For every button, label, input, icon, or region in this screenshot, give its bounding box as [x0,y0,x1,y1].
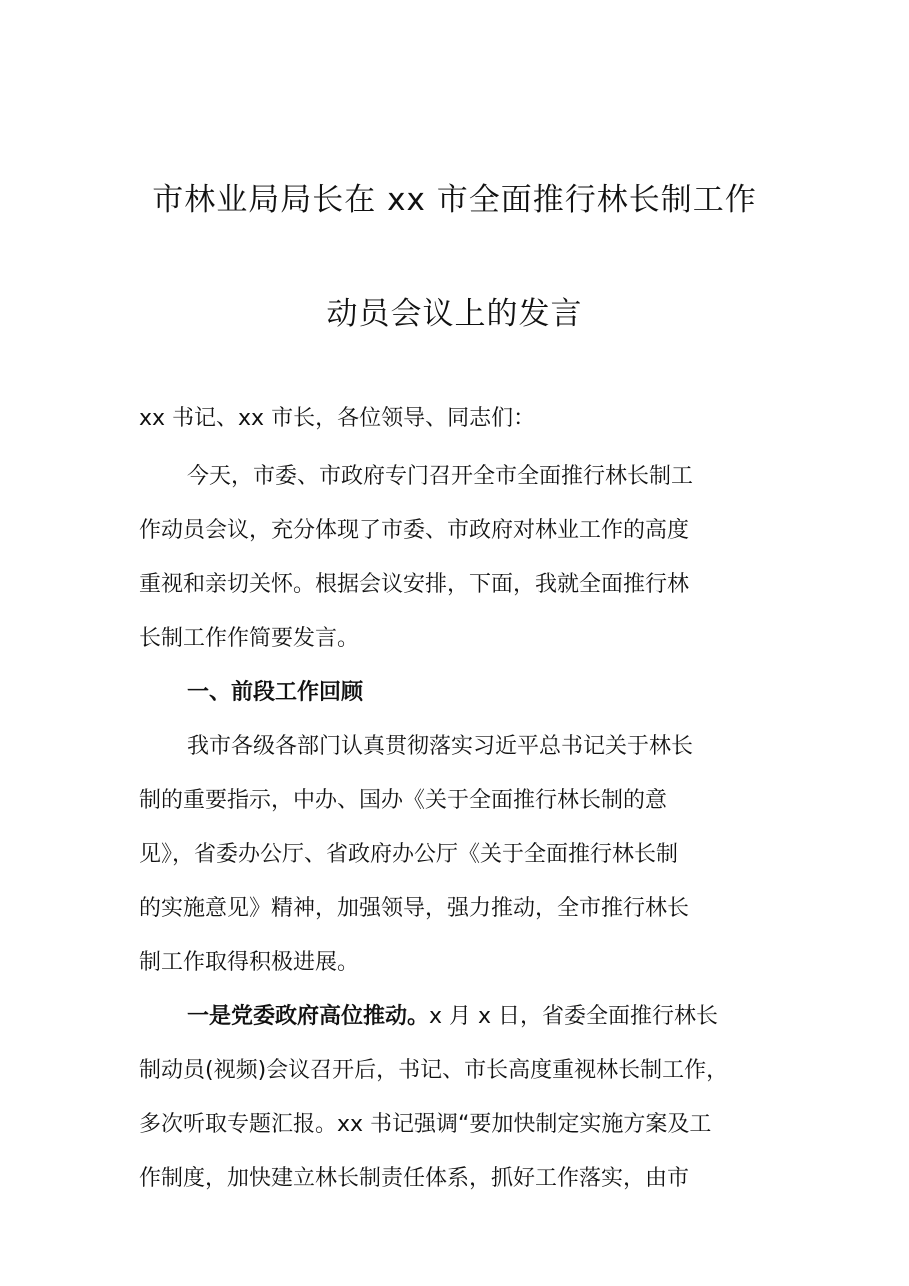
paragraph-line: 作制度，加快建立林长制责任体系，抓好工作落实，由市 [139,1166,690,1191]
paragraph-line: 见》，省委办公厅、省政府办公厅《关于全面推行林长制 [139,842,679,867]
document-title-line-2: 动员会议上的发言 [326,295,583,332]
salutation: xx 书记、xx 市长，各位领导、同志们： [139,406,536,431]
paragraph-party-leadership [139,990,779,1206]
paragraph-line: 作动员会议，充分体现了市委、市政府对林业工作的高度 [139,518,690,543]
paragraph-line: 今天，市委、市政府专门召开全市全面推行林长制工 [187,464,694,489]
paragraph-lead-bold: 一是党委政府高位推动。 [187,1004,430,1029]
document-title-line-1: 市林业局局长在 xx 市全面推行林长制工作 [152,181,757,218]
section-heading-review: 一、前段工作回顾 [187,680,364,705]
paragraph-line: 的实施意见》精神，加强领导，强力推动，全市推行林长 [139,896,690,921]
paragraph-line: 制动员(视频)会议召开后，书记、市长高度重视林长制工作， [139,1058,729,1083]
paragraph-line: 长制工作作简要发言。 [139,626,360,651]
paragraph-opening [139,450,779,666]
paragraph-line: 重视和亲切关怀。根据会议安排，下面，我就全面推行林 [139,572,690,597]
paragraph-line: 制的重要指示，中办、国办《关于全面推行林长制的意 [139,788,668,813]
paragraph-review [139,720,779,990]
paragraph-line-rest: x 月 x 日，省委全面推行林长 [429,1004,719,1029]
paragraph-line: 我市各级各部门认真贯彻落实习近平总书记关于林长 [187,734,694,759]
paragraph-line-first [139,990,779,1044]
paragraph-line: 制工作取得积极进展。 [139,950,360,975]
paragraph-line: 多次听取专题汇报。xx 书记强调“要加快制定实施方案及工 [139,1112,712,1137]
document-body [139,392,779,1206]
